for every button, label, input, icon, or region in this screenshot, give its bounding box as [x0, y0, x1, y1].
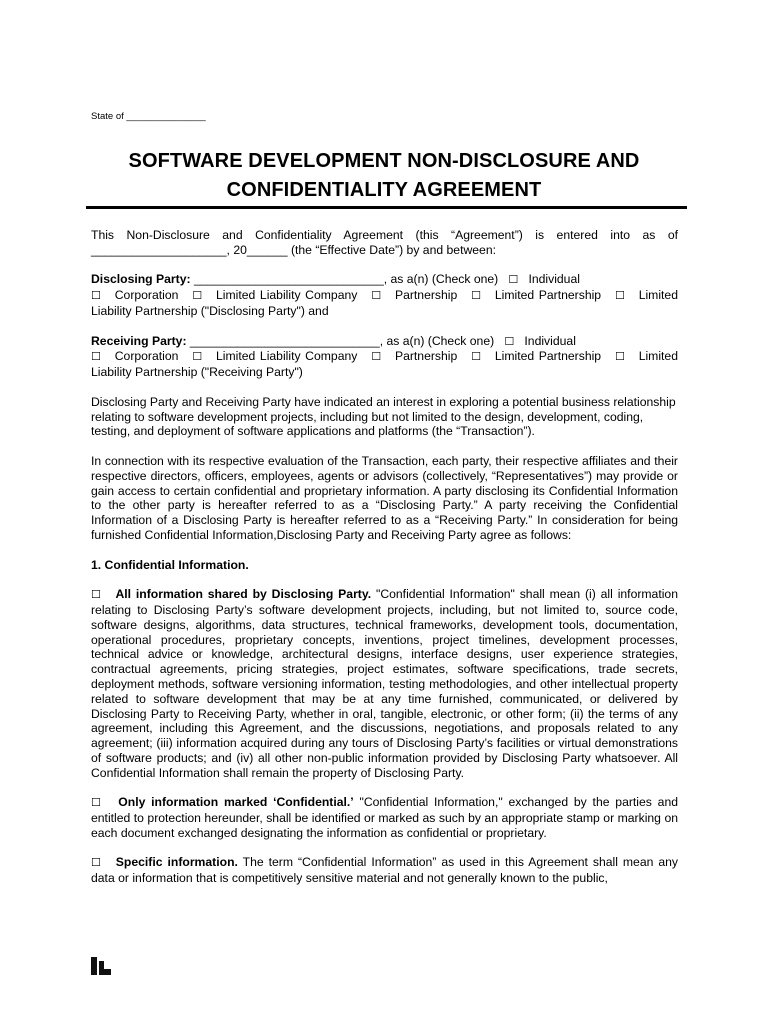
clause-all-information — [91, 587, 678, 780]
brand-logo-icon — [91, 957, 111, 975]
receiving-party-block — [91, 334, 678, 380]
disclosing-corporation-label: Corporation — [114, 288, 179, 303]
document-title — [60, 147, 708, 205]
receiving-corporation-checkbox[interactable]: ☐ — [91, 350, 101, 364]
receiving-llp-checkbox[interactable]: ☐ — [614, 350, 625, 364]
document-body — [91, 228, 678, 901]
receiving-party-as: , as a(n) (Check one) — [379, 333, 495, 348]
recital-paragraph: Disclosing Party and Receiving Party have indicated an interest in exploring a potential business relationship relating to software development projects, including but not limited to the design, development, coding, testing, and deployment of software applications and platforms (the “Transaction”). — [91, 394, 676, 439]
receiving-lp-label: Limited Partnership — [494, 349, 602, 364]
disclosing-lp-label: Limited Partnership — [494, 288, 602, 303]
clause-specific-text: The term “Confidential Information” as used in this Agreement shall mean any data or information that is competitively sensitive material and not generally known to the public, — [91, 855, 678, 886]
receiving-llc-label: Limited Liability Company — [216, 349, 358, 364]
disclosing-llc-label: Limited Liability Company — [216, 288, 358, 303]
disclosing-individual-label: Individual — [528, 272, 580, 287]
disclosing-llc-checkbox[interactable]: ☐ — [192, 289, 203, 303]
disclosing-partnership-checkbox[interactable]: ☐ — [371, 289, 382, 303]
section-1-heading: 1. Confidential Information. — [91, 557, 249, 572]
disclosing-lp-checkbox[interactable]: ☐ — [471, 289, 481, 303]
receiving-party-label: Receiving Party: — [91, 333, 187, 348]
receiving-individual-label: Individual — [524, 333, 576, 348]
clause-marked-checkbox[interactable]: ☐ — [91, 796, 101, 810]
disclosing-individual-checkbox[interactable]: ☐ — [508, 273, 519, 287]
intro-paragraph: This Non-Disclosure and Confidentiality Agreement (this “Agreement”) is entered into as of ____________________, 20______ (the “Effective Date”) by and between: — [91, 228, 678, 257]
disclosing-llp-label: Limited Liability Partnership ("Disclosing Party") and — [91, 288, 678, 318]
clause-specific-title: Specific information. — [115, 855, 238, 870]
disclosing-party-block — [91, 272, 678, 318]
clause-all-checkbox[interactable]: ☐ — [91, 588, 101, 602]
receiving-partnership-checkbox[interactable]: ☐ — [371, 350, 382, 364]
clause-marked-information — [91, 795, 678, 840]
receiving-partnership-label: Partnership — [394, 349, 458, 364]
receiving-llc-checkbox[interactable]: ☐ — [192, 350, 203, 364]
receiving-llp-label: Limited Liability Partnership ("Receiving Party") — [91, 349, 678, 380]
clause-specific-checkbox[interactable]: ☐ — [91, 856, 101, 870]
receiving-party-blank: ____________________________ — [186, 333, 380, 348]
clause-marked-text: "Confidential Information," exchanged by the parties and entitled to protection hereunder, shall be identified or marked as such by an appropriate stamp or marking on each document exchanged designating the information as confidential or proprietary. — [91, 795, 679, 840]
disclosing-party-as: , as a(n) (Check one) — [383, 272, 499, 287]
clause-all-text: "Confidential Information" shall mean (i) all information relating to Disclosing Party’s software development projects, including, but not limited to, source code, software designs, algorithms, data structures, technical frameworks, development tools, documentation, operational procedures, proprietary concepts, inventions, project timelines, development processes, technical advice or knowledge, architectural designs, interface designs, user experience strategies, contractual agreements, pricing strategies, project estimates, software specifications, trade secrets, deployment methods, software versioning information, testing methodologies, and other intellectual property related to software development that may be at any time furnished, communicated, or delivered by Disclosing Party to Receiving Party, whether in oral, tangible, electronic, or other form; (ii) the terms of any agreement, including this Agreement, and the discussions, negotiations, and proposals related to any agreement; (iii) information acquired during any tours of Disclosing Party’s facilities or virtual demonstrations of software products; and (iv) all other non-public information provided by Disclosing Party whatsoever. All Confidential Information shall remain the property of Disclosing Party. — [91, 587, 678, 780]
title-divider — [86, 206, 687, 209]
clause-all-title: All information shared by Disclosing Party. — [115, 587, 372, 602]
title-line-1: SOFTWARE DEVELOPMENT NON-DISCLOSURE AND — [128, 150, 640, 172]
disclosing-corporation-checkbox[interactable]: ☐ — [91, 289, 101, 303]
disclosing-llp-checkbox[interactable]: ☐ — [614, 289, 625, 303]
disclosing-partnership-label: Partnership — [394, 288, 458, 303]
receiving-lp-checkbox[interactable]: ☐ — [471, 350, 481, 364]
clause-specific-information — [91, 855, 678, 886]
state-line — [91, 111, 206, 123]
disclosing-party-label: Disclosing Party: — [91, 272, 191, 287]
disclosing-party-blank: ____________________________ — [190, 272, 384, 287]
receiving-corporation-label: Corporation — [114, 349, 179, 364]
state-label: State of — [91, 111, 124, 122]
clause-marked-title: Only information marked ‘Confidential.’ — [118, 795, 354, 810]
title-line-2: CONFIDENTIALITY AGREEMENT — [226, 179, 542, 201]
state-blank: _______________ — [126, 111, 206, 122]
connection-paragraph: In connection with its respective evaluation of the Transaction, each party, their respective affiliates and their respective directors, officers, employees, agents or advisors (collectively, “Representatives”) may provide or gain access to certain confidential and proprietary information. A party disclosing its Confidential Information to the other party is hereafter referred to as a “Disclosing Party.” A party receiving the Confidential Information of a Disclosing Party is hereafter referred to as a “Receiving Party.” In consideration for being furnished Confidential Information,Disclosing Party and Receiving Party agree as follows: — [91, 453, 678, 542]
receiving-individual-checkbox[interactable]: ☐ — [504, 334, 515, 348]
